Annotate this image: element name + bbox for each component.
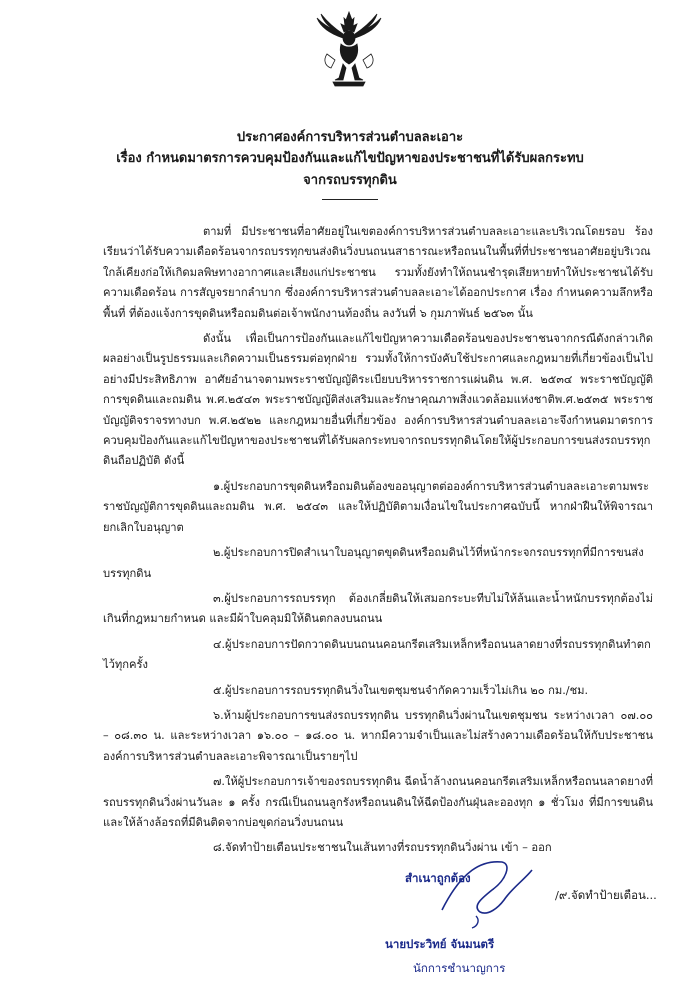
continuation-note: /๙.จัดทำป้ายเตือน... <box>555 888 657 902</box>
announcement-subject: เรื่อง กำหนดมาตรการควบคุมป้องกันและแก้ไขปัญหาของประชาชนที่ได้รับผลกระทบ <box>116 151 584 166</box>
announcement-body <box>103 222 653 864</box>
signer-position: นักการชำนาญการ <box>413 961 506 975</box>
measure-item-5: ๕.ผู้ประกอบการรถบรรทุกดินวิ่งในเขตชุมชนจำกัดความเร็วไม่เกิน ๒๐ กม./ชม. <box>213 683 589 697</box>
measure-item-3: ๓.ผู้ประกอบการรถบรรทุก ต้องเกลี่ยดินให้เสมอกระบะทีบไม่ให้ล้นและน้ำหนักบรรทุกต้องไม่เกินที่กฎหมายกำหนด และมีผ้าใบคลุมมิให้ดินตกลงบนถนน <box>103 591 653 626</box>
title-divider <box>322 199 378 200</box>
measure-item-2: ๒.ผู้ประกอบการปิดสำเนาใบอนุญาตขุดดินหรือถมดินไว้ที่หน้ากระจกรถบรรทุกที่มีการขนส่งบรรทุกดิน <box>103 546 644 580</box>
certified-copy-stamp: สำเนาถูกต้อง <box>405 871 471 885</box>
measure-item-1: ๑.ผู้ประกอบการขุดดินหรือถมดินต้องขออนุญาตต่อองค์การบริหารส่วนตำบลละเอาะตามพระราชบัญญัติการขุดดินและถมดิน พ.ศ. ๒๕๔๓ และให้ปฏิบัติตามเงื่อนไขในประกาศฉบับนี้ หากฝ่าฝืนให้พิจารณายกเลิกใบอนุญาต <box>103 479 653 534</box>
paragraph-authority: ดังนั้น เพื่อเป็นการป้องกันและแก้ไขปัญหาความเดือดร้อนของประชาชนจากกรณีดังกล่าวเกิดผลอย่างเป็นรูปธรรมและเกิดความเป็นธรรมต่อทุกฝ่าย รวมทั้งให้การบังคับใช้ประกาศและกฎหมายที่เกี่ยวข้องเป็นไปอย่างมีประสิทธิภาพ อาศัยอำนาจตามพระราชบัญญัติระเบียบบริหารราชการแผ่นดิน พ.ศ. ๒๕๓๔ พระราชบัญญัติการขุดดินและถมดิน พ.ศ.๒๕๔๓ พระราชบัญญัติส่งเสริมและรักษาคุณภาพสิ่งแวดล้อมแห่งชาติพ.ศ.๒๕๓๕ พระราชบัญญัติจราจรทางบก พ.ศ.๒๕๒๒ และกฎหมายอื่นที่เกี่ยวข้อง องค์การบริหารส่วนตำบลละเอาะจึงกำหนดมาตรการควบคุมป้องกันและแก้ไขปัญหาของประชาชนที่ได้รับผลกระทบจากรถบรรทุกดินโดยให้ผู้ประกอบการขนส่งรถบรรทุกดินถือปฏิบัติ ดังนี้ <box>103 332 653 468</box>
garuda-emblem-icon <box>313 8 385 90</box>
announcement-title: ประกาศองค์การบริหารส่วนตำบลละเอาะ <box>236 130 464 145</box>
measure-item-4: ๔.ผู้ประกอบการปัดกวาดดินบนถนนคอนกรีตเสริมเหล็กหรือถนนลาดยางที่รถบรรทุกดินทำตกไว้ทุกครั้ง <box>103 637 651 672</box>
measure-item-7: ๗.ให้ผู้ประกอบการเจ้าของรถบรรทุกดิน ฉีดน้ำล้างถนนคอนกรีตเสริมเหล็กหรือถนนลาดยางที่รถบรรทุกดินวิ่งผ่านวันละ ๑ ครั้ง กรณีเป็นถนนลูกรังหรือถนนดินให้ฉีดป้องกันฝุ่นละอองทุก ๑ ชั่วโมง ที่มีการขนดินและให้ล้างล้อรถที่มีดินติดจากบ่อขุดก่อนวิ่งบนถนน <box>103 775 653 829</box>
handwritten-signature <box>432 850 542 930</box>
signer-name: นายประวิทย์ จันมนตรี <box>385 937 495 951</box>
measure-item-8: ๘.จัดทำป้ายเตือนประชาชนในเส้นทางที่รถบรรทุกดินวิ่งผ่าน เข้า – ออก <box>213 841 552 855</box>
paragraph-background: ตามที่ มีประชาชนที่อาศัยอยู่ในเขตองค์การบริหารส่วนตำบลละเอาะและบริเวณโดยรอบ ร้องเรียนว่าได้รับความเดือดร้อนจากรถบรรทุกขนส่งดินวิ่งบนถนนสาธารณะหรือถนนในพื้นที่ที่ประชาชนอาศัยอยู่บริเวณใกล้เคียงก่อให้เกิดมลพิษทางอากาศและเสียงแก่ประชาชน รวมทั้งยังทำให้ถนนชำรุดเสียหายทำให้ประชาชนได้รับความเดือดร้อน การสัญจรยากลำบาก ซึ่งองค์การบริหารส่วนตำบลละเอาะได้ออกประกาศ เรื่อง กำหนดความลึกหรือพื้นที่ ที่ต้องแจ้งการขุดดินหรือถมดินต่อเจ้าพนักงานท้องถิ่น ลงวันที่ ๖ กุมภาพันธ์ ๒๕๖๓ นั้น <box>103 225 653 320</box>
measure-item-6: ๖.ห้ามผู้ประกอบการขนส่งรถบรรทุกดิน บรรทุกดินวิ่งผ่านในเขตชุมชน ระหว่างเวลา ๐๗.๐๐ – ๐๘.๓๐ น. และระหว่างเวลา ๑๖.๐๐ – ๑๘.๐๐ น. หากมีความจำเป็นและไม่สร้างความเดือดร้อนให้กับประชาชนองค์การบริหารส่วนตำบลละเอาะพิจารณาเป็นรายๆไป <box>103 708 653 763</box>
announcement-subject-cont: จากรถบรรทุกดิน <box>303 173 397 188</box>
